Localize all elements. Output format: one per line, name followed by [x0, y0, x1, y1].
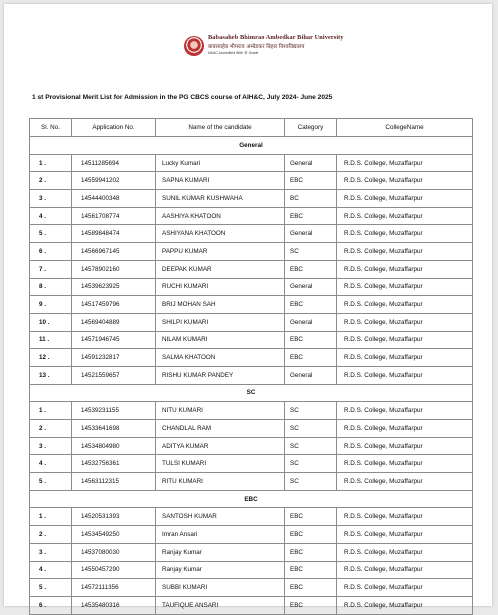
table-row [30, 402, 473, 420]
application-number: 14563112315 [72, 473, 156, 491]
serial-number: 5 . [30, 225, 72, 243]
page-title: 1 st Provisional Merit List for Admission in the PG CBCS course of AIH&C, July 2024- June 2025 [32, 94, 333, 101]
application-number: 14535480316 [72, 596, 156, 614]
application-number: 14511285694 [72, 154, 156, 172]
candidate-name: SUNIL KUMAR KUSHWAHA [156, 190, 285, 208]
university-name-hindi: बाबासाहेब भीमराव अम्बेडकर बिहार विश्वविद्यालय [208, 44, 305, 50]
accreditation-text: NAAC Accredited With 'B' Grade [208, 51, 259, 55]
col-header-application-no: Application No. [72, 119, 156, 137]
section-header-row [30, 490, 473, 508]
candidate-name: PAPPU KUMAR [156, 243, 285, 261]
serial-number: 6 . [30, 596, 72, 614]
serial-number: 1 . [30, 508, 72, 526]
section-title: EBC [30, 490, 473, 508]
college-name: R.D.S. College, Muzaffarpur [337, 172, 473, 190]
category: SC [285, 437, 337, 455]
application-number: 14537080030 [72, 543, 156, 561]
candidate-name: AASHIYA KHATOON [156, 207, 285, 225]
candidate-name: CHANDLAL RAM [156, 420, 285, 438]
table-row [30, 366, 473, 384]
candidate-name: NITU KUMARI [156, 402, 285, 420]
table-row [30, 596, 473, 614]
application-number: 14561708774 [72, 207, 156, 225]
serial-number: 5 . [30, 579, 72, 597]
table-row [30, 296, 473, 314]
serial-number: 5 . [30, 473, 72, 491]
table-row [30, 579, 473, 597]
serial-number: 4 . [30, 561, 72, 579]
candidate-name: SHILPI KUMARI [156, 313, 285, 331]
application-number: 14544400348 [72, 190, 156, 208]
category: SC [285, 243, 337, 261]
application-number: 14550457290 [72, 561, 156, 579]
application-number: 14591232817 [72, 349, 156, 367]
category: EBC [285, 331, 337, 349]
col-header-candidate-name: Name of the candidate [156, 119, 285, 137]
college-name: R.D.S. College, Muzaffarpur [337, 225, 473, 243]
candidate-name: SANTOSH KUMAR [156, 508, 285, 526]
table-row [30, 243, 473, 261]
serial-number: 10 . [30, 313, 72, 331]
category: General [285, 366, 337, 384]
table-body [30, 137, 473, 615]
college-name: R.D.S. College, Muzaffarpur [337, 473, 473, 491]
application-number: 14533641698 [72, 420, 156, 438]
table-row [30, 543, 473, 561]
section-header-row [30, 137, 473, 155]
table-row [30, 508, 473, 526]
col-header-category: Category [285, 119, 337, 137]
serial-number: 2 . [30, 420, 72, 438]
category: EBC [285, 207, 337, 225]
serial-number: 7 . [30, 260, 72, 278]
application-number: 14520531393 [72, 508, 156, 526]
serial-number: 3 . [30, 543, 72, 561]
col-header-college-name: CollegeName [337, 119, 473, 137]
section-header-row [30, 384, 473, 402]
candidate-name: Imran Ansari [156, 526, 285, 544]
candidate-name: Lucky Kumari [156, 154, 285, 172]
serial-number: 1 . [30, 402, 72, 420]
application-number: 14521559657 [72, 366, 156, 384]
serial-number: 6 . [30, 243, 72, 261]
candidate-name: Ranjay Kumar [156, 543, 285, 561]
category: EBC [285, 172, 337, 190]
college-name: R.D.S. College, Muzaffarpur [337, 526, 473, 544]
application-number: 14589848474 [72, 225, 156, 243]
category: EBC [285, 579, 337, 597]
category: SC [285, 455, 337, 473]
college-name: R.D.S. College, Muzaffarpur [337, 508, 473, 526]
serial-number: 11 . [30, 331, 72, 349]
category: EBC [285, 260, 337, 278]
category: EBC [285, 526, 337, 544]
table-row [30, 154, 473, 172]
table-row [30, 331, 473, 349]
table-row [30, 225, 473, 243]
category: EBC [285, 349, 337, 367]
table-row [30, 190, 473, 208]
serial-number: 9 . [30, 296, 72, 314]
college-name: R.D.S. College, Muzaffarpur [337, 455, 473, 473]
college-name: R.D.S. College, Muzaffarpur [337, 243, 473, 261]
candidate-name: RUCHI KUMARI [156, 278, 285, 296]
candidate-name: NILAM KUMARI [156, 331, 285, 349]
college-name: R.D.S. College, Muzaffarpur [337, 349, 473, 367]
category: General [285, 225, 337, 243]
serial-number: 8 . [30, 278, 72, 296]
category: General [285, 154, 337, 172]
category: EBC [285, 561, 337, 579]
college-name: R.D.S. College, Muzaffarpur [337, 331, 473, 349]
application-number: 14559941202 [72, 172, 156, 190]
section-title: General [30, 137, 473, 155]
category: SC [285, 420, 337, 438]
col-header-sl-no: Sl. No. [30, 119, 72, 137]
table-row [30, 172, 473, 190]
college-name: R.D.S. College, Muzaffarpur [337, 296, 473, 314]
table-row [30, 207, 473, 225]
serial-number: 3 . [30, 437, 72, 455]
category: EBC [285, 296, 337, 314]
table-row [30, 420, 473, 438]
serial-number: 2 . [30, 172, 72, 190]
table-row [30, 455, 473, 473]
category: EBC [285, 596, 337, 614]
college-name: R.D.S. College, Muzaffarpur [337, 313, 473, 331]
candidate-name: DEEPAK KUMAR [156, 260, 285, 278]
candidate-name: Ranjay Kumar [156, 561, 285, 579]
serial-number: 1 . [30, 154, 72, 172]
category: EBC [285, 508, 337, 526]
category: BC [285, 190, 337, 208]
college-name: R.D.S. College, Muzaffarpur [337, 543, 473, 561]
college-name: R.D.S. College, Muzaffarpur [337, 579, 473, 597]
table-row [30, 349, 473, 367]
table-row [30, 526, 473, 544]
college-name: R.D.S. College, Muzaffarpur [337, 190, 473, 208]
serial-number: 2 . [30, 526, 72, 544]
table-row [30, 278, 473, 296]
section-title: SC [30, 384, 473, 402]
serial-number: 4 . [30, 207, 72, 225]
college-name: R.D.S. College, Muzaffarpur [337, 366, 473, 384]
application-number: 14534804980 [72, 437, 156, 455]
college-name: R.D.S. College, Muzaffarpur [337, 207, 473, 225]
document-page [4, 4, 492, 609]
serial-number: 13 . [30, 366, 72, 384]
candidate-name: RISHU KUMAR PANDEY [156, 366, 285, 384]
application-number: 14566967145 [72, 243, 156, 261]
category: SC [285, 473, 337, 491]
university-name: Babasaheb Bhimrao Ambedkar Bihar University [208, 34, 344, 41]
college-name: R.D.S. College, Muzaffarpur [337, 596, 473, 614]
college-name: R.D.S. College, Muzaffarpur [337, 437, 473, 455]
serial-number: 12 . [30, 349, 72, 367]
candidate-name: SAPNA KUMARI [156, 172, 285, 190]
university-logo [184, 34, 344, 62]
table-row [30, 561, 473, 579]
merit-list-table [29, 118, 473, 615]
college-name: R.D.S. College, Muzaffarpur [337, 420, 473, 438]
application-number: 14572111356 [72, 579, 156, 597]
application-number: 14534549250 [72, 526, 156, 544]
category: EBC [285, 543, 337, 561]
candidate-name: RITU KUMARI [156, 473, 285, 491]
candidate-name: SALMA KHATOON [156, 349, 285, 367]
candidate-name: BRIJ MOHAN SAH [156, 296, 285, 314]
candidate-name: TAUFIQUE ANSARI [156, 596, 285, 614]
college-name: R.D.S. College, Muzaffarpur [337, 260, 473, 278]
application-number: 14532756361 [72, 455, 156, 473]
college-name: R.D.S. College, Muzaffarpur [337, 278, 473, 296]
table-row [30, 473, 473, 491]
application-number: 14517459796 [72, 296, 156, 314]
candidate-name: SUBBI KUMARI [156, 579, 285, 597]
application-number: 14578902160 [72, 260, 156, 278]
application-number: 14571946745 [72, 331, 156, 349]
application-number: 14539231155 [72, 402, 156, 420]
table-row [30, 260, 473, 278]
category: SC [285, 402, 337, 420]
application-number: 14569404889 [72, 313, 156, 331]
university-emblem-icon [184, 36, 204, 56]
candidate-name: ADITYA KUMAR [156, 437, 285, 455]
table-header-row [30, 119, 473, 137]
application-number: 14539623925 [72, 278, 156, 296]
candidate-name: TULSI KUMARI [156, 455, 285, 473]
college-name: R.D.S. College, Muzaffarpur [337, 402, 473, 420]
college-name: R.D.S. College, Muzaffarpur [337, 561, 473, 579]
table-row [30, 313, 473, 331]
table-row [30, 437, 473, 455]
category: General [285, 278, 337, 296]
serial-number: 4 . [30, 455, 72, 473]
category: General [285, 313, 337, 331]
college-name: R.D.S. College, Muzaffarpur [337, 154, 473, 172]
candidate-name: ASHIYANA KHATOON [156, 225, 285, 243]
serial-number: 3 . [30, 190, 72, 208]
